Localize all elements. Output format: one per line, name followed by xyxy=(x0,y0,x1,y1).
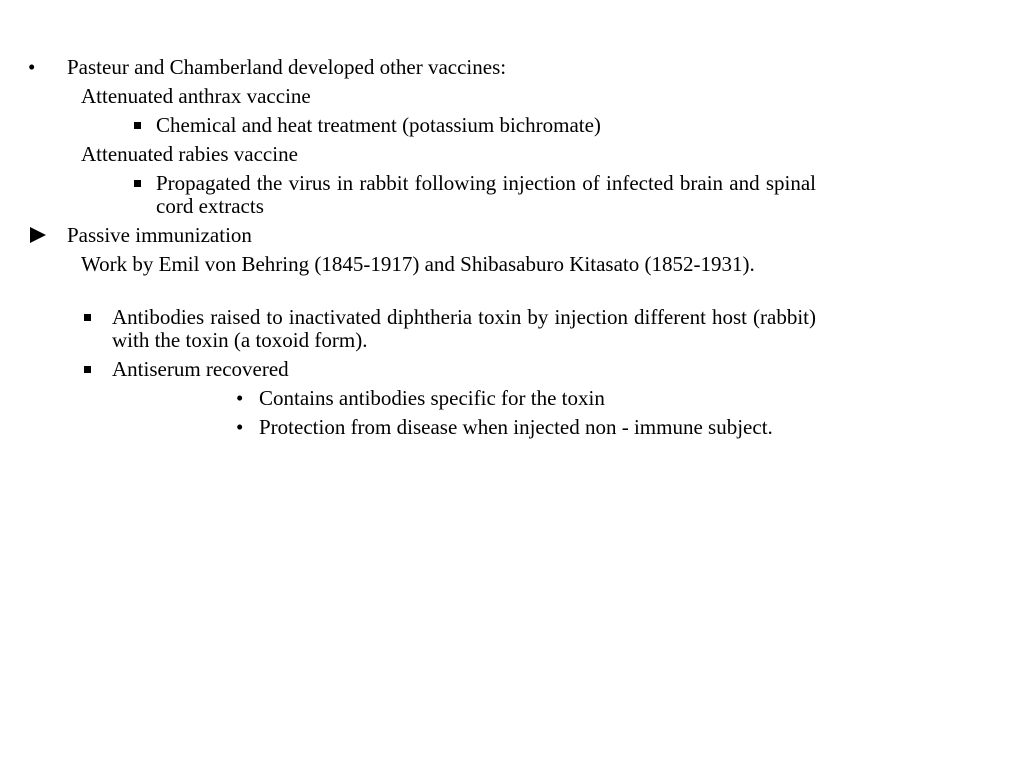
bullet-item xyxy=(236,387,816,410)
sub-paragraph xyxy=(81,253,816,276)
item-text: Attenuated anthrax vaccine xyxy=(81,84,311,108)
item-text: Work by Emil von Behring (1845-1917) and Shibasaburo Kitasato (1852-1931). xyxy=(81,252,755,276)
sub-heading xyxy=(81,85,781,108)
round-bullet-icon: • xyxy=(236,415,244,439)
bullet-item xyxy=(236,416,816,439)
bullet-item xyxy=(84,306,816,352)
round-bullet-icon: • xyxy=(28,55,36,79)
square-bullet-icon xyxy=(134,180,141,187)
item-text: Chemical and heat treatment (potassium bichromate) xyxy=(156,113,601,137)
item-text: Protection from disease when injected non - immune subject. xyxy=(259,415,773,439)
square-bullet-icon xyxy=(134,122,141,129)
square-bullet-icon xyxy=(84,366,91,373)
item-text: Antiserum recovered xyxy=(112,357,289,381)
square-bullet-icon xyxy=(84,314,91,321)
item-text: Pasteur and Chamberland developed other vaccines: xyxy=(67,55,507,79)
bullet-item xyxy=(134,114,816,137)
item-text: Contains antibodies specific for the toxin xyxy=(259,386,605,410)
sub-heading xyxy=(81,143,781,166)
item-text: Antibodies raised to inactivated diphtheria toxin by injection different host (rabbit) with the toxin (a toxoid form). xyxy=(112,305,816,352)
item-text: Propagated the virus in rabbit following injection of infected brain and spinal cord extracts xyxy=(156,171,816,218)
round-bullet-icon: • xyxy=(236,386,244,410)
item-text: Passive immunization xyxy=(67,223,252,247)
bullet-item xyxy=(30,224,790,247)
arrow-bullet-icon xyxy=(30,227,46,243)
bullet-item xyxy=(28,56,788,79)
bullet-item xyxy=(134,172,816,218)
item-text: Attenuated rabies vaccine xyxy=(81,142,298,166)
bullet-item xyxy=(84,358,816,381)
